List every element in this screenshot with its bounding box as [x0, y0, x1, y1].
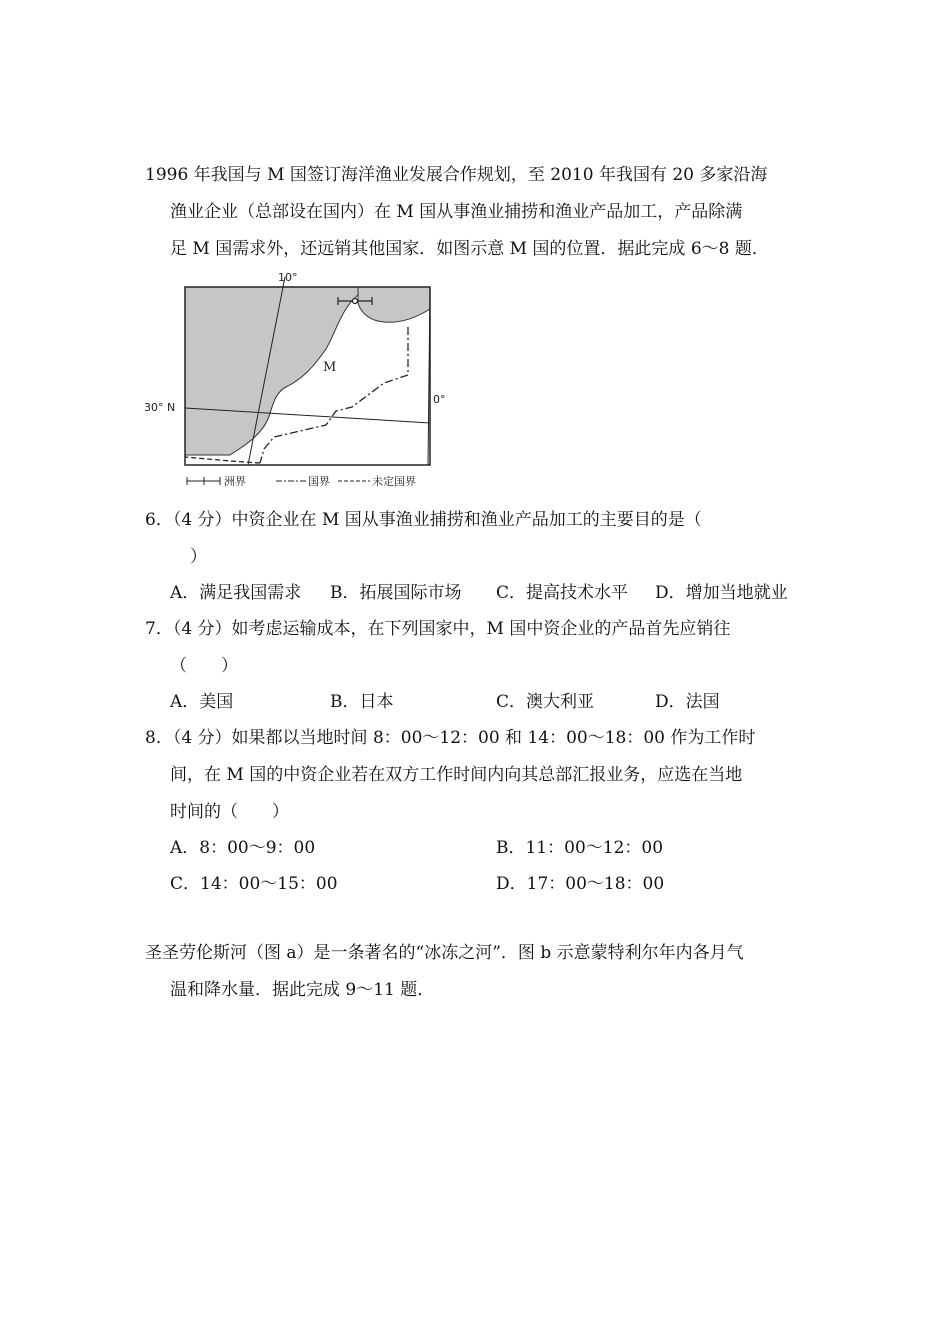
q8-option-a: A．8：00～9：00 — [170, 838, 316, 858]
intro-line-1: 1996 年我国与 M 国签订海洋渔业发展合作规划，至 2010 年我国有 20 多家沿海 — [145, 165, 768, 185]
q6-option-d: D．增加当地就业 — [655, 583, 788, 603]
q8-option-c: C．14：00～15：00 — [170, 874, 338, 894]
legend-undetermined-label: 未定国界 — [372, 475, 416, 488]
q8-stem-line-1: 8．（4 分）如果都以当地时间 8：00～12：00 和 14：00～18：00 作为工作时 — [145, 728, 756, 748]
intro-line-2: 渔业企业（总部设在国内）在 M 国从事渔业捕捞和渔业产品加工，产品除满 — [170, 202, 743, 222]
q8-stem-line-3: 时间的（ ） — [170, 802, 289, 822]
label-10-degree: 10° — [278, 271, 298, 284]
label-30n: 30° N — [144, 401, 176, 414]
q7-option-a: A．美国 — [170, 692, 234, 712]
q7-option-d: D．法国 — [655, 692, 720, 712]
q8-option-b: B．11：00～12：00 — [496, 838, 664, 858]
legend-continent-label: 洲界 — [224, 475, 246, 488]
intro2-line-1: 圣圣劳伦斯河（图 a）是一条著名的“冰冻之河”．图 b 示意蒙特利尔年内各月气 — [145, 943, 744, 963]
q6-option-b: B．拓展国际市场 — [330, 583, 462, 603]
legend — [187, 477, 370, 485]
m-country-location-map — [140, 265, 450, 490]
q7-option-b: B．日本 — [330, 692, 394, 712]
land-iberia — [358, 287, 430, 322]
q6-option-c: C．提高技术水平 — [496, 583, 629, 603]
intro-line-3: 足 M 国需求外，还远销其他国家．如图示意 M 国的位置．据此完成 6～8 题． — [170, 239, 769, 259]
q7-stem-line-2: （ ） — [170, 656, 238, 676]
q7-option-c: C．澳大利亚 — [496, 692, 595, 712]
label-0-degree: 0° — [433, 393, 446, 406]
label-m-country: M — [323, 360, 337, 375]
intro2-line-2: 温和降水量．据此完成 9～11 题． — [170, 980, 435, 1000]
q8-stem-line-2: 间，在 M 国的中资企业若在双方工作时间内向其总部汇报业务，应选在当地 — [170, 765, 743, 785]
q6-stem-line-2: ） — [190, 547, 207, 567]
q7-stem-line-1: 7．（4 分）如考虑运输成本，在下列国家中，M 国中资企业的产品首先应销往 — [145, 619, 731, 639]
legend-national-label: 国界 — [308, 475, 330, 488]
q8-option-d: D．17：00～18：00 — [496, 874, 665, 894]
q6-option-a: A．满足我国需求 — [170, 583, 302, 603]
q6-stem-line-1: 6．（4 分）中资企业在 M 国从事渔业捕捞和渔业产品加工的主要目的是（ — [145, 510, 702, 530]
